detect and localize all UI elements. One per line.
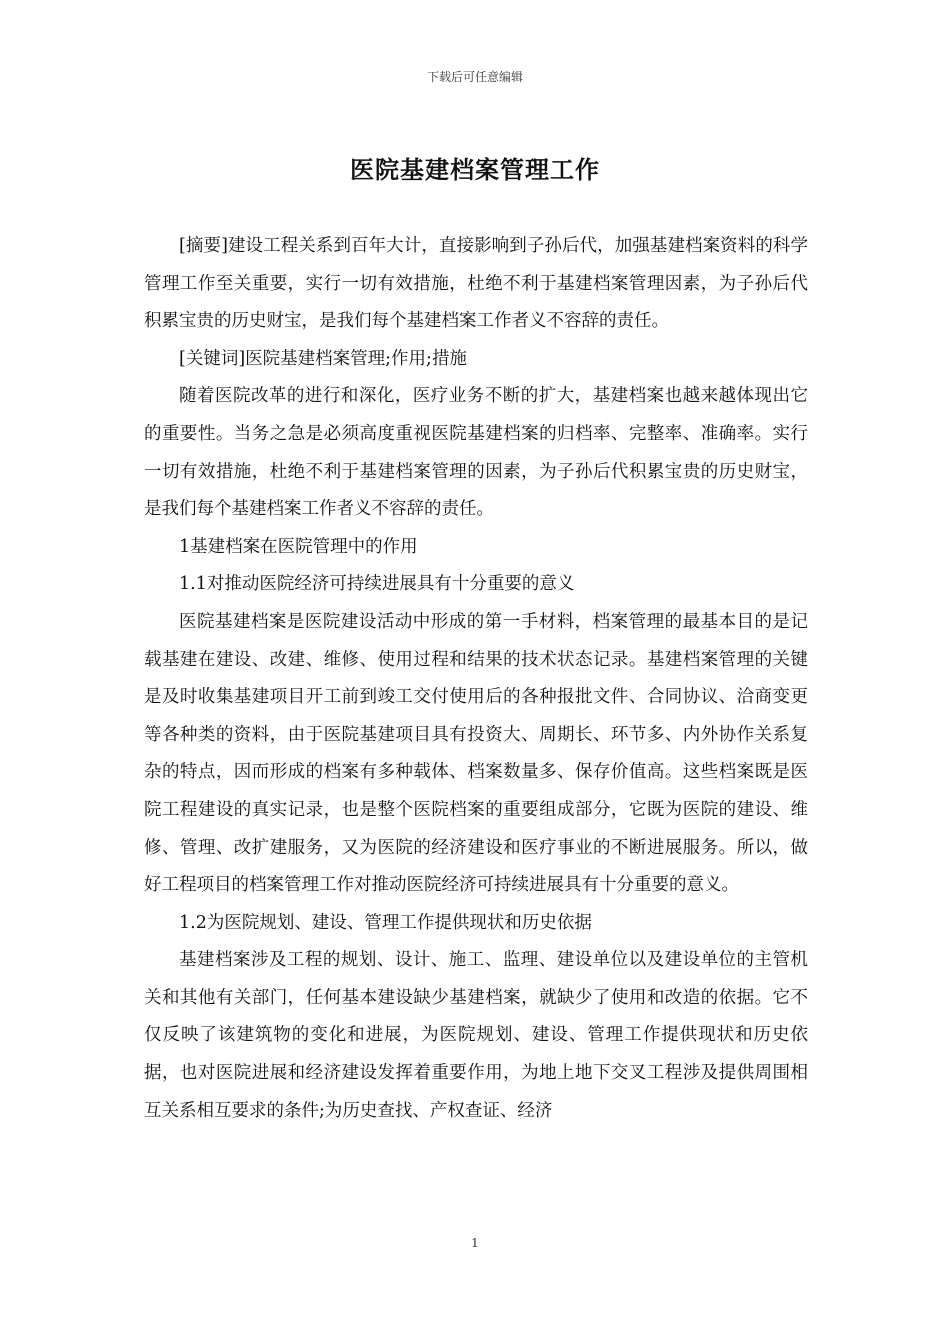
- abstract-paragraph: [摘要]建设工程关系到百年大计，直接影响到子孙后代，加强基建档案资料的科学管理工作至关重要，实行一切有效措施，杜绝不利于基建档案管理因素，为子孙后代积累宝贵的历史财宝，是我们每个基建档案工作者义不容辞的责任。: [144, 236, 808, 332]
- body-paragraph: 医院基建档案是医院建设活动中形成的第一手材料，档案管理的最基本目的是记载基建在建设、改建、维修、使用过程和结果的技术状态记录。基建档案管理的关键是及时收集基建项目开工前到竣工交付使用后的各种报批文件、合同协议、洽商变更等各种类的资料，由于医院基建项目具有投资大、周期长、环节多、内外协作关系复杂的特点，因而形成的档案有多种载体、档案数量多、保存价值高。这些档案既是医院工程建设的真实记录，也是整个医院档案的重要组成部分，它既为医院的建设、维修、管理、改扩建服务，又为医院的经济建设和医疗事业的不断进展服务。所以，做好工程项目的档案管理工作对推动医院经济可持续进展具有十分重要的意义。: [144, 611, 808, 896]
- page-number: 1: [471, 1236, 479, 1250]
- intro-paragraph: 随着医院改革的进行和深化，医疗业务不断的扩大，基建档案也越来越体现出它的重要性。当务之急是必须高度重视医院基建档案的归档率、完整率、准确率。实行一切有效措施，杜绝不利于基建档案管理的因素，为子孙后代积累宝贵的历史财宝，是我们每个基建档案工作者义不容辞的责任。: [144, 386, 808, 520]
- document-body: [144, 228, 808, 1130]
- section-heading: 1基建档案在医院管理中的作用: [179, 536, 418, 557]
- subsection-heading: 1.1对推动医院经济可持续进展具有十分重要的意义: [179, 574, 575, 595]
- subsection-heading: 1.2为医院规划、建设、管理工作提供现状和历史依据: [179, 912, 592, 933]
- page-header: 下载后可任意编辑: [426, 70, 523, 84]
- keywords-paragraph: [关键词]医院基建档案管理;作用;措施: [179, 348, 467, 369]
- body-paragraph: 基建档案涉及工程的规划、设计、施工、监理、建设单位以及建设单位的主管机关和其他有关部门，任何基本建设缺少基建档案，就缺少了使用和改造的依据。它不仅反映了该建筑物的变化和进展，为医院规划、建设、管理工作提供现状和历史依据，也对医院进展和经济建设发挥着重要作用，为地上地下交叉工程涉及提供周围相互关系相互要求的条件;为历史查找、产权查证、经济: [144, 950, 808, 1121]
- document-title: 医院基建档案管理工作: [350, 156, 600, 184]
